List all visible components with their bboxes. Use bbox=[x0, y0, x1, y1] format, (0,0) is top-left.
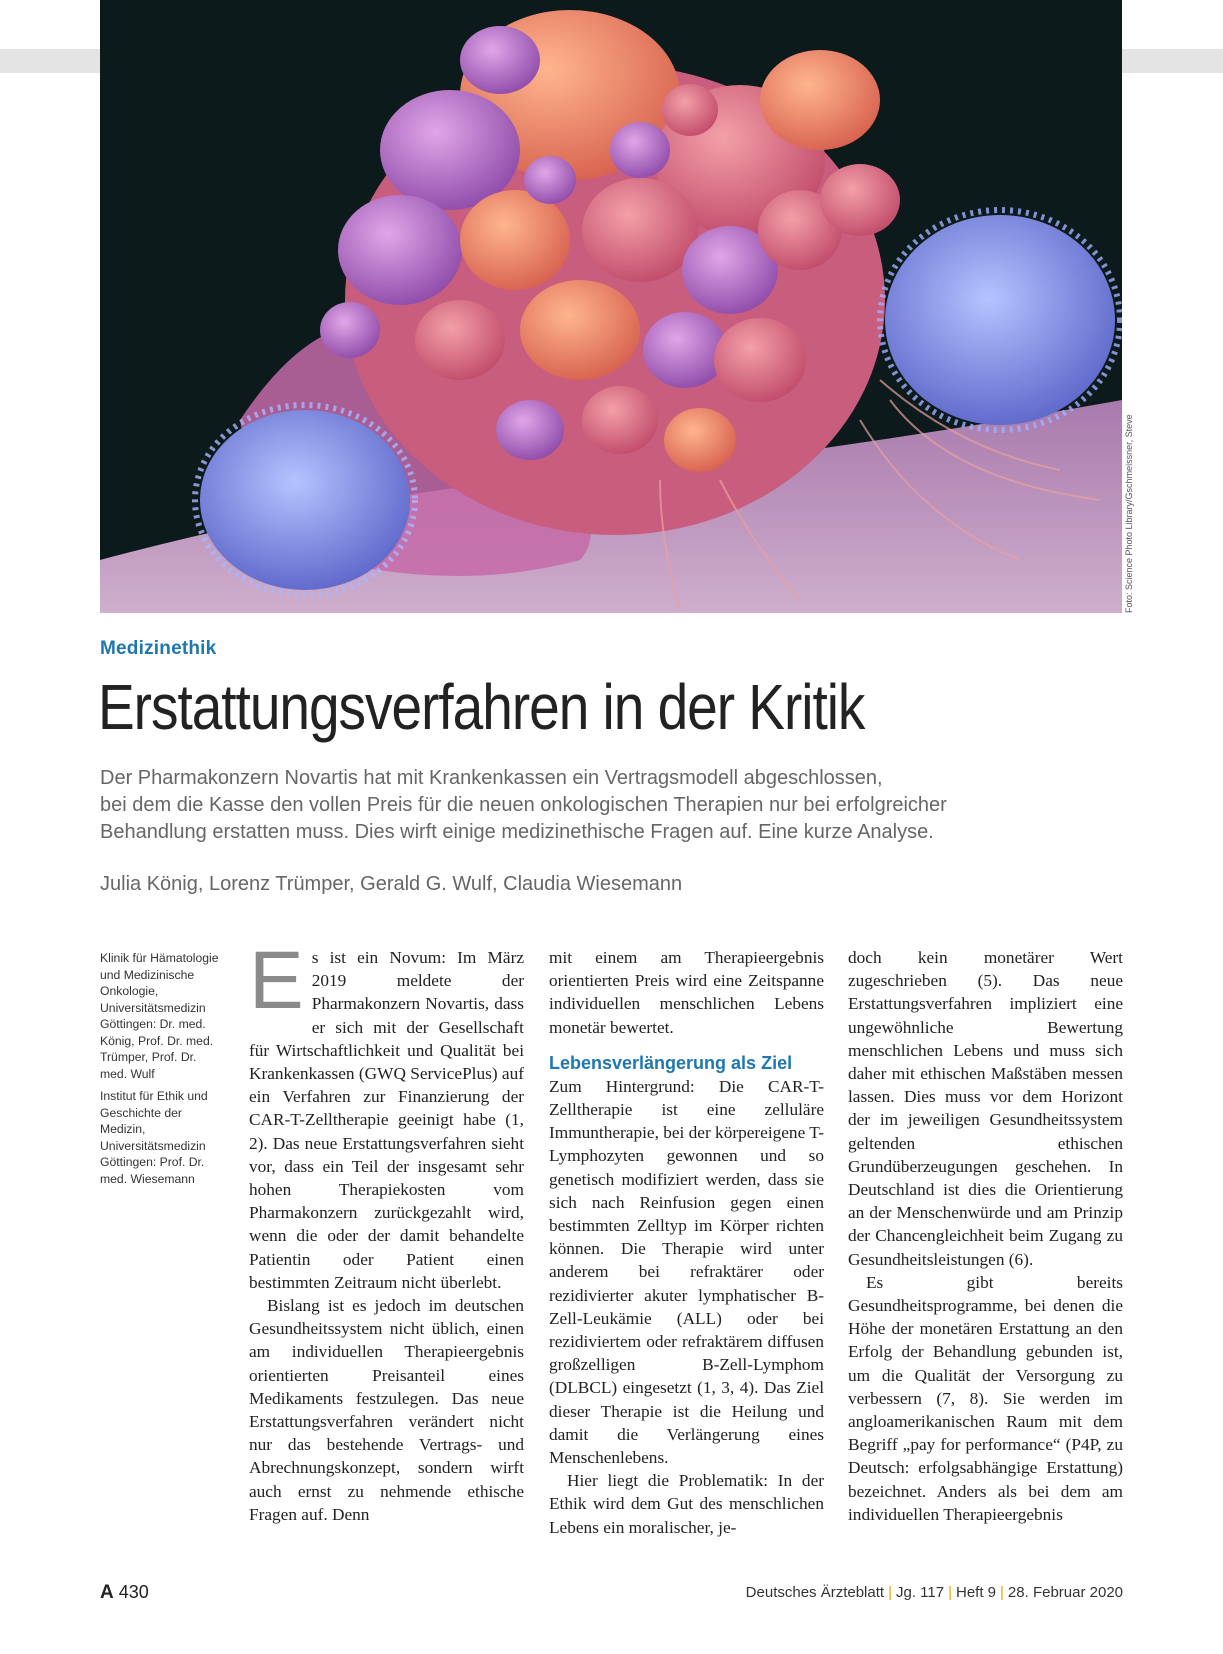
journal-footer bbox=[746, 1584, 1123, 1601]
text-column-3 bbox=[848, 946, 1123, 1526]
hero-photo bbox=[100, 0, 1122, 613]
separator: | bbox=[888, 1584, 892, 1601]
header-band-left bbox=[0, 49, 100, 73]
journal-date: 28. Februar 2020 bbox=[1007, 1584, 1123, 1601]
separator: | bbox=[1000, 1584, 1004, 1601]
photo-credit: Foto: Science Photo Library/Gschmeissner, Steve bbox=[1124, 414, 1134, 613]
lead-line: bei dem die Kasse den vollen Preis für die neuen onkologischen Therapien nur bei erfolgreicher bbox=[100, 794, 947, 816]
text-column-1 bbox=[249, 935, 524, 1526]
paragraph: Bislang ist es jedoch im deutschen Gesundheitssystem nicht üblich, einen am individuellen Therapieergebnis orientierten Preisanteil eines Medikaments festzulegen. Das neue Erstattungsverfahren verändert nicht nur das bestehende Vertrags- und Abrechnungskonzept, sondern wirft auch ernst zu nehmende ethische Fragen auf. Denn bbox=[249, 1296, 524, 1524]
paragraph: mit einem am Therapieergebnis orientierten Preis wird eine Zeitspanne individuellen menschlichen Lebens monetär bewertet. bbox=[549, 948, 824, 1037]
affiliations bbox=[100, 950, 225, 1193]
journal-issue: Heft 9 bbox=[955, 1584, 997, 1601]
separator: | bbox=[948, 1584, 952, 1601]
header-band-right bbox=[1122, 49, 1223, 73]
affiliation: Institut für Ethik und Geschichte der Medizin, Universitätsmedizin Göttingen: Prof. Dr. med. Wiesemann bbox=[100, 1089, 208, 1186]
article-lead bbox=[100, 765, 1000, 846]
affiliation: Klinik für Hämatologie und Medizinische Onkologie, Universitätsmedizin Göttingen: Dr. med. König, Prof. Dr. med. Trümper, Prof. Dr. med. Wulf bbox=[100, 951, 219, 1081]
hero-illustration bbox=[100, 0, 1122, 613]
paragraph: Zum Hintergrund: Die CAR-T-Zelltherapie ist eine zelluläre Immuntherapie, bei der körpereigene T-Lymphozyten gewonnen und so genetisch modifiziert werden, dass sie sich nach Reinfusion gegen einen bestimmten Zelltyp im Körper richten können. Die Therapie wird unter anderem bei refraktärer oder rezidivierter akuter lymphatischer B-Zell-Leukämie (ALL) oder bei rezidiviertem oder refraktärem diffusen großzelligen B-Zell-Lymphom (DLBCL) eingesetzt (1, 3, 4). Das Ziel dieser Therapie ist die Heilung und damit die Verlängerung eines Menschenlebens. bbox=[549, 1076, 824, 1468]
page-number bbox=[100, 1582, 149, 1604]
lead-line: Der Pharmakonzern Novartis hat mit Krankenkassen ein Vertragsmodell abgeschlossen, bbox=[100, 767, 883, 789]
text-column-2 bbox=[549, 946, 824, 1539]
paragraph: doch kein monetärer Wert zugeschrieben (5). Das neue Erstattungsverfahren impliziert eine ungewöhnliche Bewertung menschlichen Lebens und muss sich daher mit ethischen Maßstäben messen lassen. Dies muss vor dem Horizont der im jeweiligen Gesundheitssystem geltenden ethischen Grundüberzeugungen geschehen. In Deutschland ist dies die Orientierung an der Menschenwürde und am Prinzip der Chancengleichheit beim Zugang zu Gesundheitsleistungen (6). bbox=[848, 948, 1123, 1269]
paragraph: s ist ein Novum: Im März 2019 meldete der Pharmakonzern Novartis, dass er sich mit der Gesellschaft für Wirtschaftlichkeit und Qualität bei Krankenkassen (GWQ ServicePlus) auf ein Verfahren zur Finanzierung der CAR-T-Zelltherapie geeinigt habe (1, 2). Das neue Erstattungsverfahren sieht vor, dass ein Teil der insgesamt sehr hohen Therapiekosten vom Pharmakonzern zurückgezahlt wird, wenn die oder der damit behandelte Patientin oder Patient einen bestimmten Zeitraum nicht überlebt. bbox=[249, 948, 524, 1292]
subheading: Lebensverlängerung als Ziel bbox=[549, 1052, 793, 1073]
section-label: Medizinethik bbox=[100, 638, 217, 659]
page-prefix: A bbox=[100, 1582, 114, 1603]
lead-line: Behandlung erstatten muss. Dies wirft einige medizinethische Fragen auf. Eine kurze Analyse. bbox=[100, 821, 934, 843]
paragraph: Es gibt bereits Gesundheitsprogramme, bei denen die Höhe der monetären Erstattung an den Erfolg der Behandlung gebunden ist, um die Qualität der Versorgung zu verbessern (7, 8). Sie werden im angloamerikanischen Raum mit dem Begriff „pay for performance“ (P4P, zu Deutsch: erfolgsabhängige Erstattung) bezeichnet. Anders als bei dem am individuellen Therapieergebnis bbox=[848, 1272, 1123, 1524]
journal-volume: Jg. 117 bbox=[895, 1584, 945, 1601]
author-list: Julia König, Lorenz Trümper, Gerald G. Wulf, Claudia Wiesemann bbox=[100, 873, 683, 895]
drop-cap: E bbox=[249, 935, 304, 1026]
paragraph: Hier liegt die Problematik: In der Ethik wird dem Gut des menschlichen Lebens ein moralischer, je- bbox=[549, 1471, 824, 1537]
page-number-value: 430 bbox=[118, 1582, 149, 1602]
journal-name: Deutsches Ärzteblatt bbox=[745, 1584, 885, 1601]
article-title: Erstattungsverfahren in der Kritik bbox=[98, 671, 865, 743]
